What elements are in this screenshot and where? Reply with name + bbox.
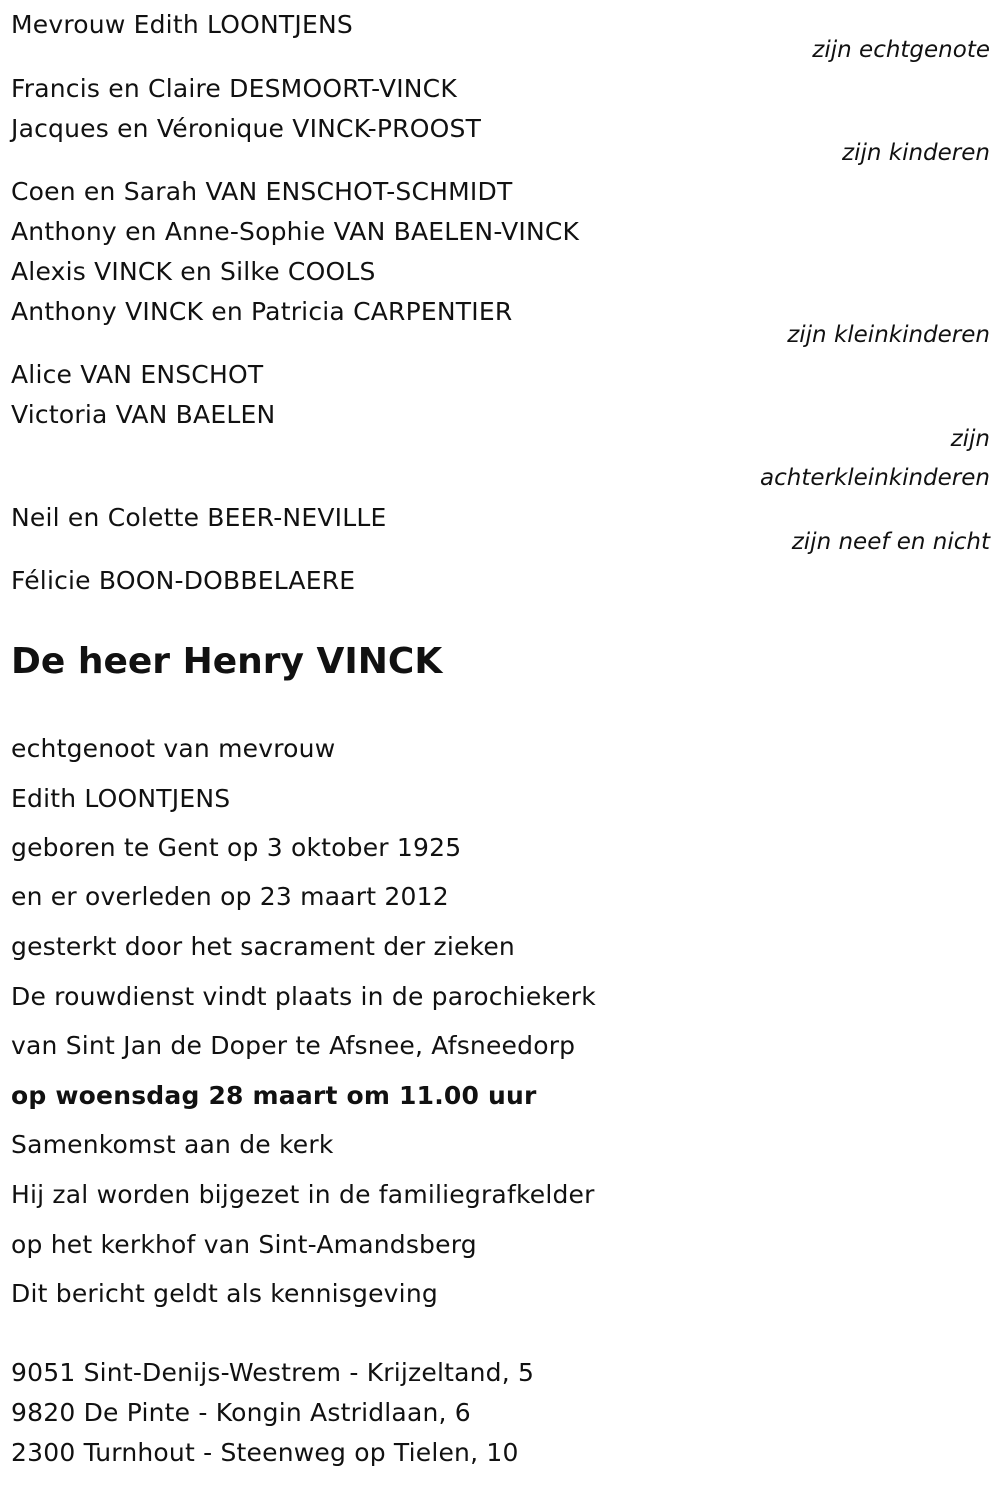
detail-line: van Sint Jan de Doper te Afsnee, Afsneedorp (11, 1031, 576, 1060)
detail-line: echtgenoot van mevrouw (11, 734, 336, 763)
detail-line: gesterkt door het sacrament der zieken (11, 932, 515, 961)
detail-line: Hij zal worden bijgezet in de familiegrafkelder (11, 1180, 595, 1209)
child-name: Jacques en Véronique VINCK-PROOST (11, 114, 482, 143)
spouse-role: zijn echtgenote (812, 37, 990, 63)
grandchild-name: Anthony en Anne-Sophie VAN BAELEN-VINCK (11, 217, 580, 246)
great-grandchild-name: Victoria VAN BAELEN (11, 400, 276, 429)
deceased-title: De heer Henry VINCK (11, 641, 443, 682)
grandchild-name: Alexis VINCK en Silke COOLS (11, 257, 376, 286)
child-name: Francis en Claire DESMOORT-VINCK (11, 74, 457, 103)
cousins-role: zijn neef en nicht (791, 529, 990, 555)
children-role: zijn kinderen (842, 140, 990, 166)
service-datetime: op woensdag 28 maart om 11.00 uur (11, 1081, 537, 1110)
cousin-name: Neil en Colette BEER-NEVILLE (11, 503, 387, 532)
grandchild-name: Anthony VINCK en Patricia CARPENTIER (11, 297, 513, 326)
detail-line: Edith LOONTJENS (11, 784, 231, 813)
great-grandchild-name: Alice VAN ENSCHOT (11, 360, 264, 389)
grandchild-name: Coen en Sarah VAN ENSCHOT-SCHMIDT (11, 177, 513, 206)
address-line: 9051 Sint-Denijs-Westrem - Krijzeltand, 5 (11, 1358, 535, 1387)
address-line: 9820 De Pinte - Kongin Astridlaan, 6 (11, 1398, 471, 1427)
detail-line: Dit bericht geldt als kennisgeving (11, 1279, 438, 1308)
detail-line: op het kerkhof van Sint-Amandsberg (11, 1230, 477, 1259)
detail-line: De rouwdienst vindt plaats in de parochiekerk (11, 982, 596, 1011)
spouse-name: Mevrouw Edith LOONTJENS (11, 10, 353, 39)
address-line: 2300 Turnhout - Steenweg op Tielen, 10 (11, 1438, 519, 1467)
detail-line: geboren te Gent op 3 oktober 1925 (11, 833, 462, 862)
great-grandchildren-role-line2: achterkleinkinderen (760, 465, 990, 491)
relative-name: Félicie BOON-DOBBELAERE (11, 566, 356, 595)
great-grandchildren-role-line1: zijn (950, 426, 990, 452)
detail-line: en er overleden op 23 maart 2012 (11, 882, 449, 911)
grandchildren-role: zijn kleinkinderen (787, 322, 990, 348)
detail-line: Samenkomst aan de kerk (11, 1130, 334, 1159)
